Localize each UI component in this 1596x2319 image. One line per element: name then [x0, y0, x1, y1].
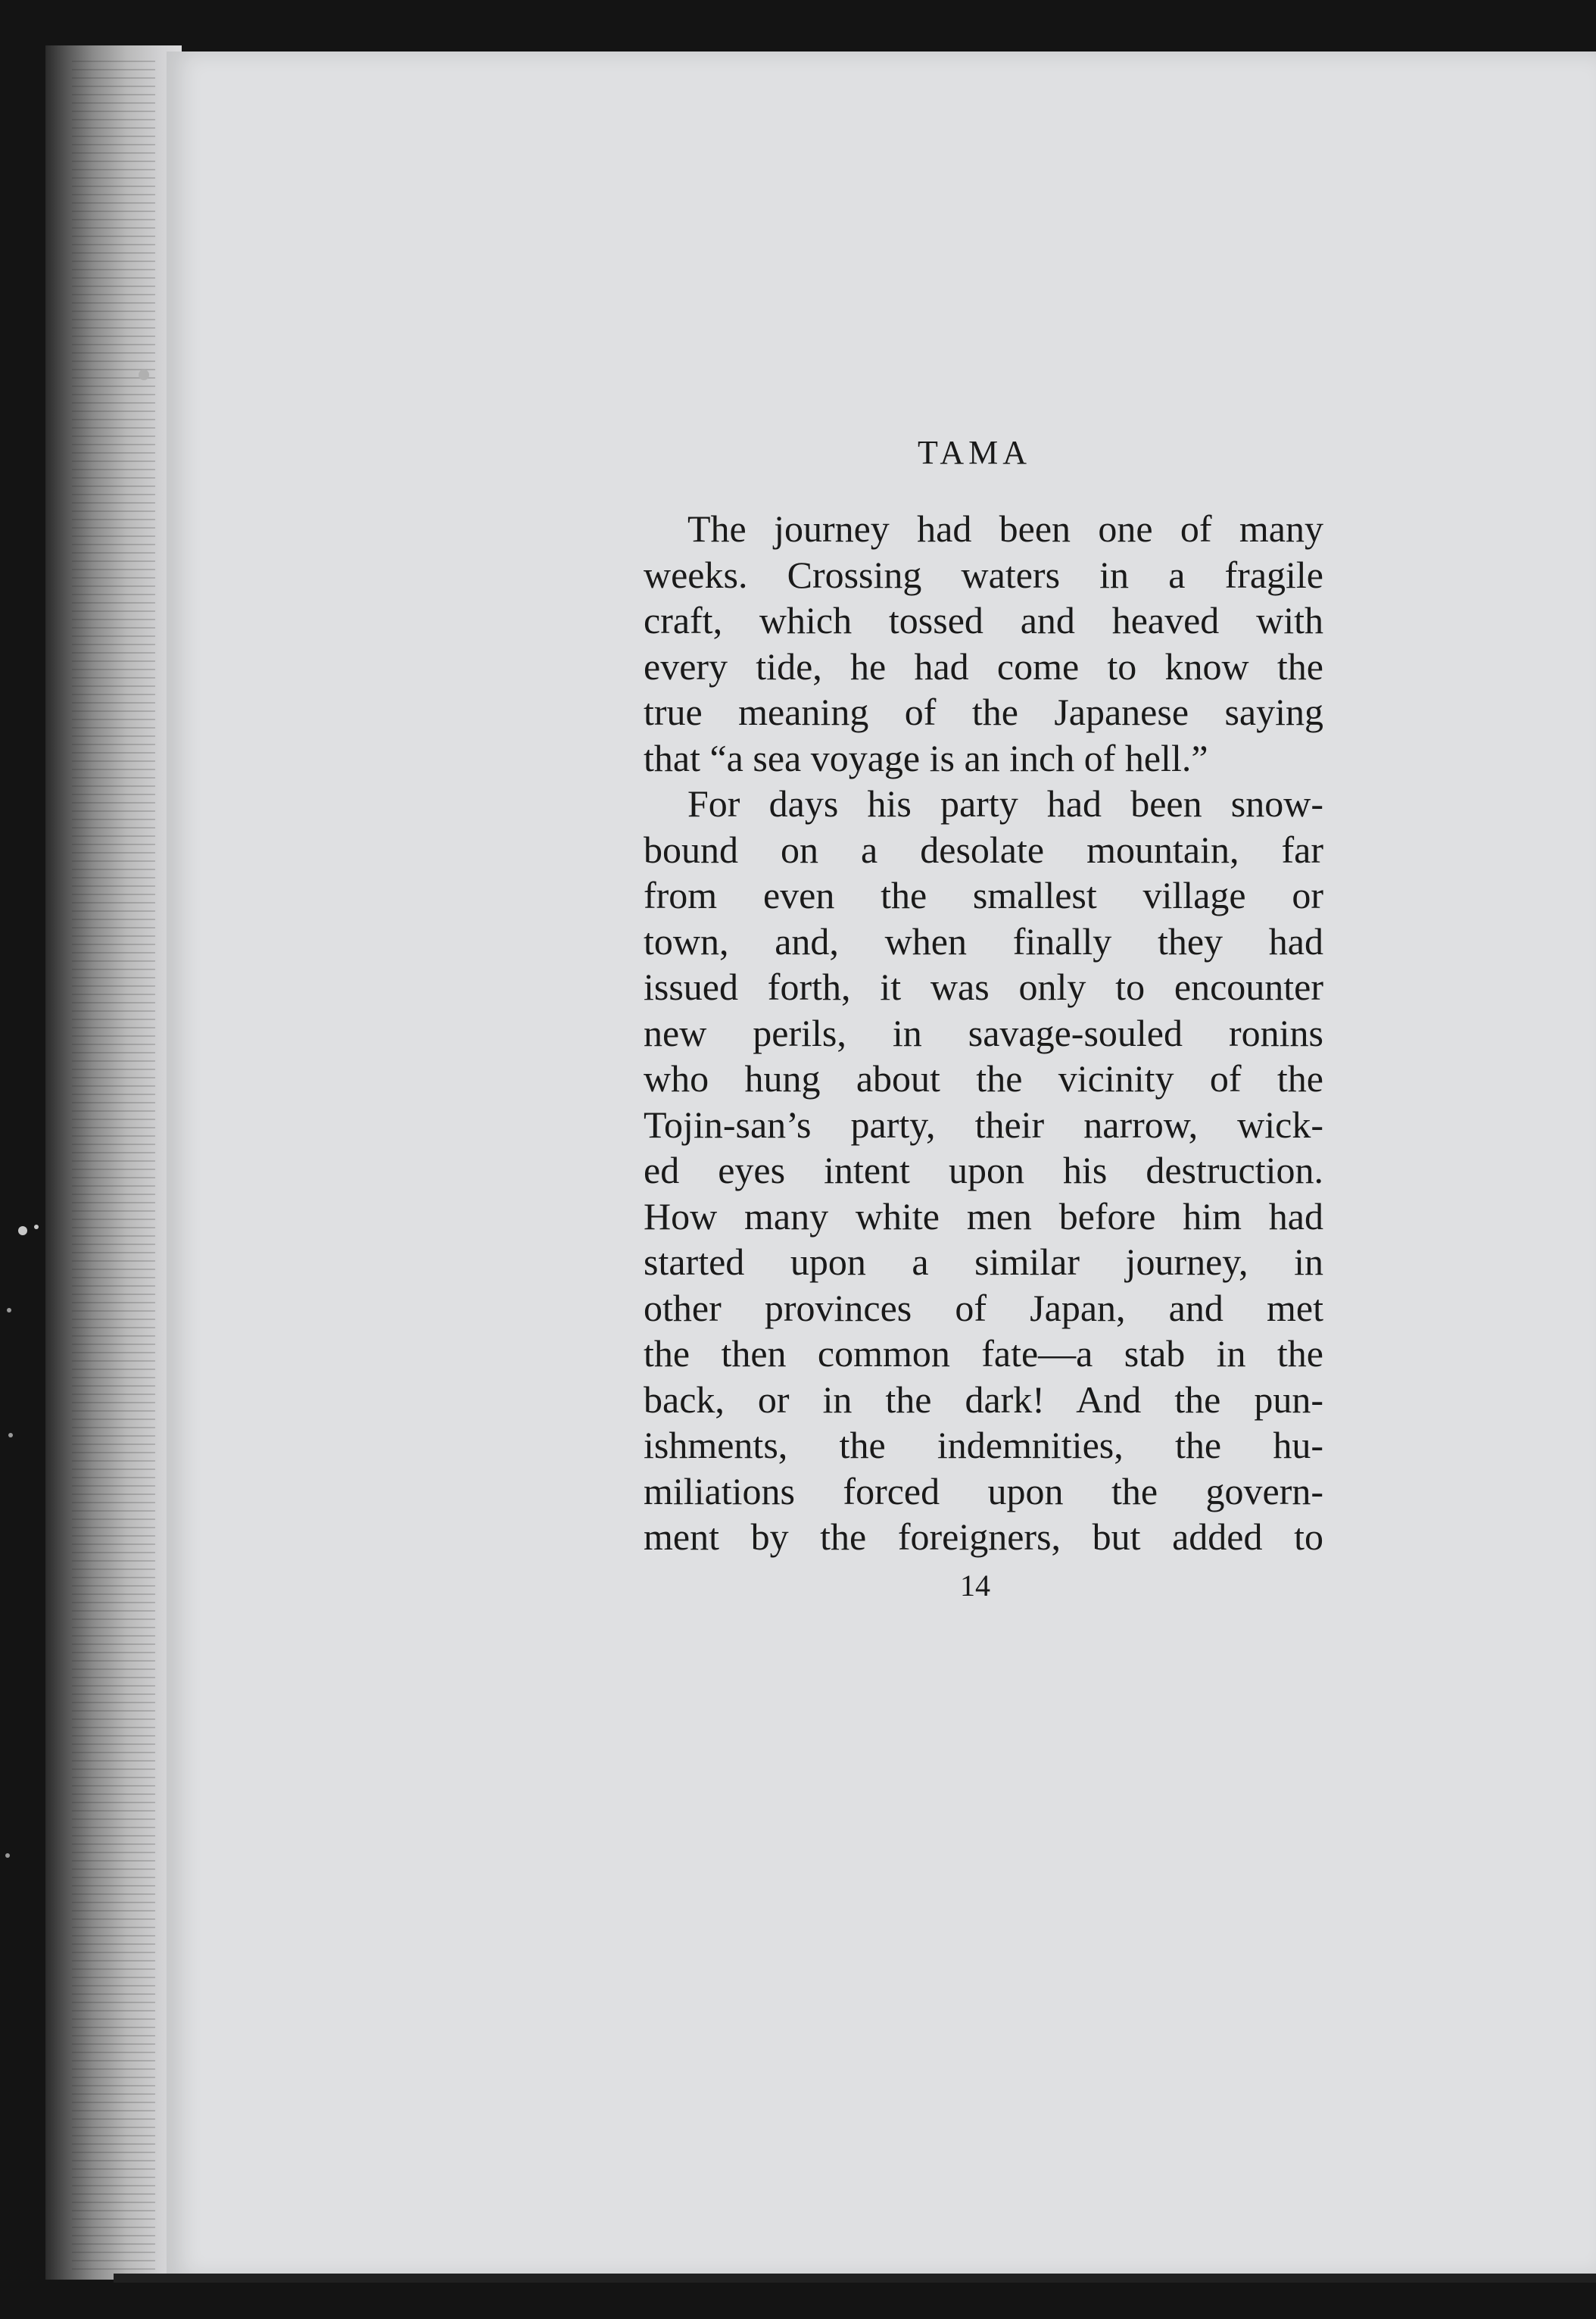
- text-line: back, or in the dark! And the pun-: [644, 1378, 1323, 1421]
- text-line: issued forth, it was only to encounter: [644, 966, 1323, 1008]
- text-line: miliations forced upon the govern-: [644, 1469, 1323, 1512]
- text-line: other provinces of Japan, and met: [644, 1286, 1323, 1329]
- text-line: every tide, he had come to know the: [644, 645, 1323, 688]
- text-line: ishments, the indemnities, the hu-: [644, 1424, 1323, 1466]
- text-line: How many white men before him had: [644, 1194, 1323, 1238]
- page-number: 14: [960, 1568, 990, 1603]
- text-line: craft, which tossed and heaved with: [644, 599, 1323, 641]
- text-line: the then common fate—a stab in the: [644, 1332, 1323, 1375]
- text-line: true meaning of the Japanese saying: [644, 691, 1323, 733]
- text-line: who hung about the vicinity of the: [644, 1057, 1323, 1100]
- text-line: that “a sea voyage is an inch of hell.”: [644, 736, 1208, 779]
- text-line: bound on a desolate mountain, far: [644, 828, 1323, 871]
- text-line: from even the smallest village or: [644, 874, 1323, 916]
- text-line: ed eyes intent upon his destruction.: [644, 1149, 1323, 1191]
- text-line: weeks. Crossing waters in a fragile: [644, 553, 1323, 596]
- text-line: new perils, in savage-souled ronins: [644, 1011, 1323, 1054]
- running-head: TAMA: [918, 434, 1032, 471]
- text-line: For days his party had been snow-: [687, 782, 1323, 825]
- text-line: town, and, when finally they had: [644, 919, 1323, 963]
- text-line: The journey had been one of many: [687, 507, 1323, 550]
- text-line: ment by the foreigners, but added to: [644, 1515, 1323, 1558]
- text-line: started upon a similar journey, in: [644, 1241, 1323, 1283]
- text-line: Tojin-san’s party, their narrow, wick-: [644, 1103, 1323, 1146]
